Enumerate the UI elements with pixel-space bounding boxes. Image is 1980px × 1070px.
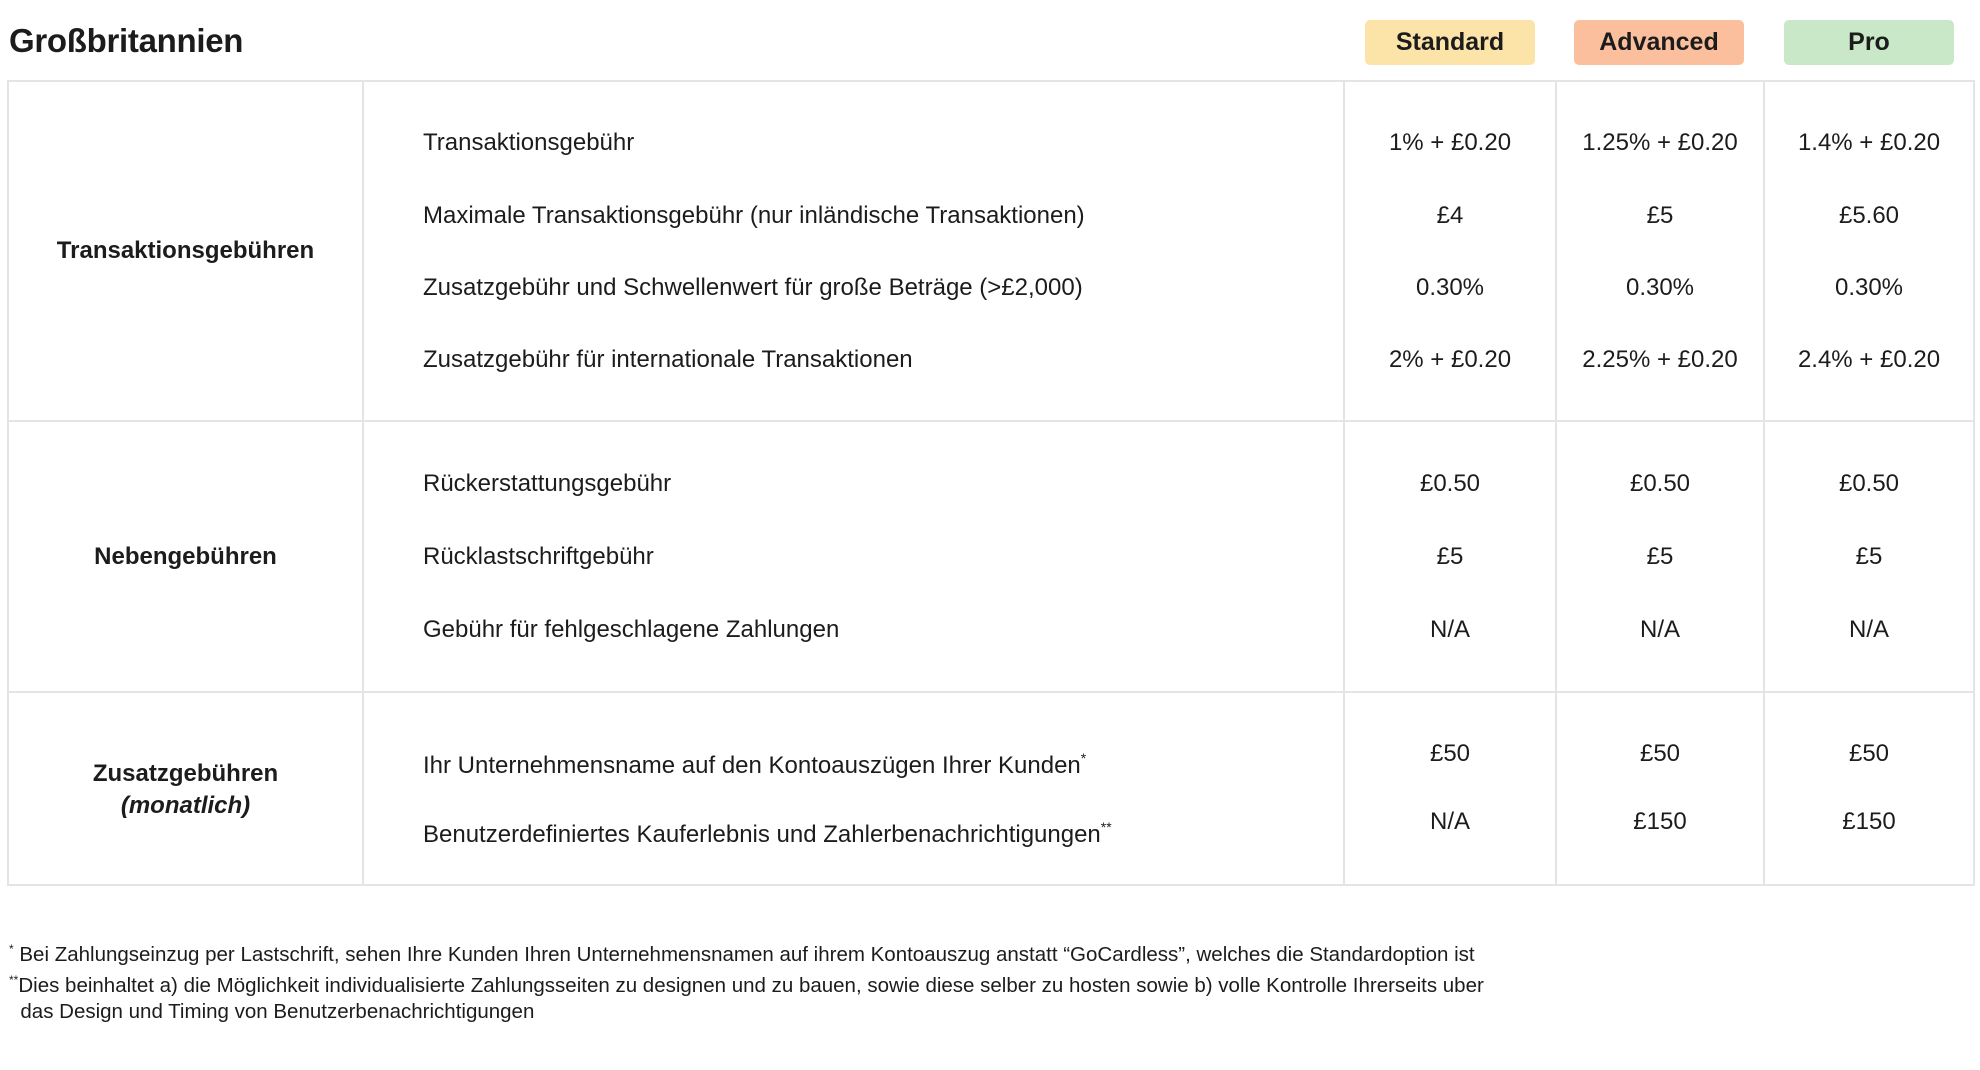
row-label: Transaktionsgebühr [423,129,635,156]
value-standard: £5 [1436,543,1464,570]
table-row [9,268,1973,308]
value-standard: £0.50 [1419,470,1481,497]
value-pro: £5 [1855,543,1883,570]
value-advanced: £0.50 [1629,470,1691,497]
category-sublabel: (monatlich) [120,791,251,819]
table-row [9,738,1973,778]
row-label-text: Benutzerdefiniertes Kauferlebnis und Zahlerbenachrichtigungen [423,821,1101,848]
category-label: Nebengebühren [94,542,277,570]
value-pro: £5.60 [1838,202,1900,229]
value-advanced: £5 [1646,543,1674,570]
footnote-marker: * [9,942,14,956]
plan-badge-advanced: Advanced [1574,20,1744,65]
footnote-marker: * [1080,750,1087,766]
value-advanced: 1.25% + £0.20 [1582,129,1738,156]
footnote-text: Bei Zahlungseinzug per Lastschrift, sehen Ihre Kunden Ihren Unternehmensnamen auf ihrem Kontoauszug anstatt “GoCardless”, welches die Standardoption ist [13,943,1475,966]
value-standard: 0.30% [1415,274,1485,301]
table-row [9,123,1973,163]
table-row [9,340,1973,380]
section-category-additional-fees [9,693,362,886]
value-advanced: £150 [1633,808,1687,835]
value-pro: 0.30% [1834,274,1904,301]
page-title: Großbritannien [9,22,244,59]
row-label: Gebühr für fehlgeschlagene Zahlungen [423,616,840,643]
plan-badge-pro: Pro [1784,20,1954,65]
row-label: Rücklastschriftgebühr [423,543,654,570]
row-label [423,738,1086,778]
value-standard: £4 [1436,202,1464,229]
category-label: Transaktionsgebühren [56,237,315,264]
plan-badge-standard: Standard [1365,20,1535,65]
table-row [9,464,1973,504]
category-label: Zusatzgebühren [92,759,279,787]
value-advanced: £5 [1646,202,1674,229]
value-standard: N/A [1429,808,1470,835]
footnote-marker: ** [1100,819,1112,835]
table-row [9,807,1973,847]
footnote-marker: ** [9,973,19,987]
value-pro: £50 [1848,740,1890,767]
table-row [9,196,1973,236]
row-label: Rückerstattungsgebühr [423,470,672,497]
footnote [9,996,534,1027]
value-advanced: £50 [1639,740,1681,767]
pricing-table [7,80,1975,886]
value-standard: 1% + £0.20 [1388,129,1512,156]
value-standard: N/A [1429,616,1470,643]
row-label: Zusatzgebühr und Schwellenwert für große Beträge (>£2,000) [423,274,1083,301]
row-label: Maximale Transaktionsgebühr (nur inländische Transaktionen) [423,202,1085,229]
footnote-text: Dies beinhaltet a) die Möglichkeit individualisierte Zahlungsseiten zu designen und zu bauen, sowie diese selber zu hosten sowie b) volle Kontrolle Ihrerseits uber [18,974,1484,997]
value-pro: £0.50 [1838,470,1900,497]
table-row [9,610,1973,650]
value-advanced: N/A [1639,616,1680,643]
value-pro: 1.4% + £0.20 [1797,129,1941,156]
row-label: Zusatzgebühr für internationale Transaktionen [423,346,913,373]
table-row [9,537,1973,577]
value-advanced: 2.25% + £0.20 [1582,346,1738,373]
value-pro: N/A [1848,616,1889,643]
row-label-text: Ihr Unternehmensname auf den Kontoauszügen Ihrer Kunden [423,752,1081,779]
value-standard: £50 [1429,740,1471,767]
value-pro: 2.4% + £0.20 [1797,346,1941,373]
value-advanced: 0.30% [1625,274,1695,301]
value-pro: £150 [1842,808,1896,835]
footnote-text: das Design und Timing von Benutzerbenachrichtigungen [9,1000,535,1023]
value-standard: 2% + £0.20 [1388,346,1512,373]
row-label [423,807,1112,847]
